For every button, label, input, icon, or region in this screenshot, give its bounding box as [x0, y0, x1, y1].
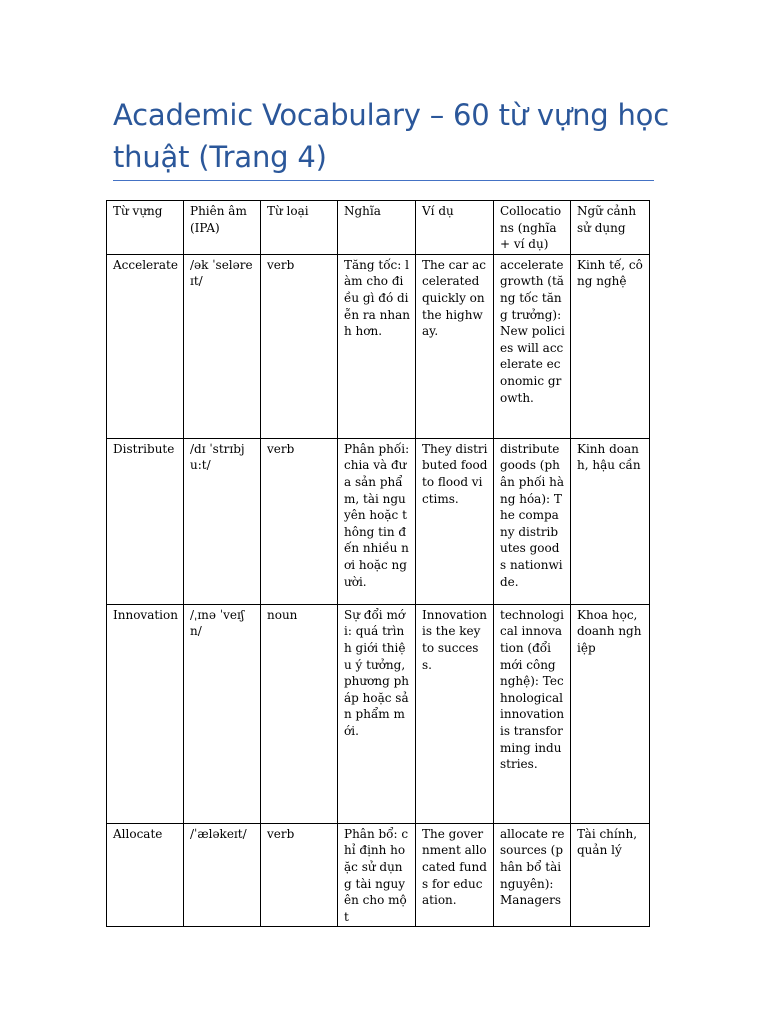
cell-context: Kinh doanh, hậu cần	[571, 438, 650, 604]
cell-collocation: technological innovation (đổi mới công nghệ): Technological innovation is transforming industries.	[494, 604, 571, 823]
cell-word: Distribute	[107, 438, 184, 604]
cell-word: Allocate	[107, 823, 184, 927]
cell-collocation: accelerate growth (tăng tốc tăng trưởng): New policies will accelerate economic growth.	[494, 254, 571, 438]
table-row	[107, 604, 650, 823]
cell-part-of-speech: noun	[261, 604, 338, 823]
cell-context: Khoa học, doanh nghiệp	[571, 604, 650, 823]
cell-example: The car accelerated quickly on the highway.	[416, 254, 494, 438]
table-row	[107, 823, 650, 927]
header-ipa: Phiên âm (IPA)	[184, 201, 261, 255]
cell-word: Innovation	[107, 604, 184, 823]
cell-example: They distributed food to flood victims.	[416, 438, 494, 604]
cell-part-of-speech: verb	[261, 438, 338, 604]
table-header-row	[107, 201, 650, 255]
cell-meaning: Tăng tốc: làm cho điều gì đó diễn ra nhanh hơn.	[338, 254, 416, 438]
cell-meaning: Phân phối: chia và đưa sản phẩm, tài nguyên hoặc thông tin đến nhiều nơi hoặc người.	[338, 438, 416, 604]
cell-word: Accelerate	[107, 254, 184, 438]
cell-example: Innovation is the key to success.	[416, 604, 494, 823]
header-collocations: Collocations (nghĩa + ví dụ)	[494, 201, 571, 255]
table-row	[107, 438, 650, 604]
cell-part-of-speech: verb	[261, 823, 338, 927]
title-underline	[113, 180, 654, 181]
cell-part-of-speech: verb	[261, 254, 338, 438]
cell-meaning: Sự đổi mới: quá trình giới thiệu ý tưởng, phương pháp hoặc sản phẩm mới.	[338, 604, 416, 823]
document-title: Academic Vocabulary – 60 từ vựng học thuật (Trang 4)	[113, 98, 669, 174]
cell-collocation: distribute goods (phân phối hàng hóa): The company distributes goods nationwide.	[494, 438, 571, 604]
cell-meaning: Phân bổ: chỉ định hoặc sử dụng tài nguyên cho một	[338, 823, 416, 927]
cell-ipa: /ˈæləkeɪt/	[184, 823, 261, 927]
cell-ipa: /ək ˈseləreɪt/	[184, 254, 261, 438]
header-word: Từ vựng	[107, 201, 184, 255]
cell-context: Tài chính, quản lý	[571, 823, 650, 927]
header-part-of-speech: Từ loại	[261, 201, 338, 255]
table-row	[107, 254, 650, 438]
cell-context: Kinh tế, công nghệ	[571, 254, 650, 438]
cell-ipa: /dɪ ˈstrɪbju:t/	[184, 438, 261, 604]
header-meaning: Nghĩa	[338, 201, 416, 255]
cell-example: The government allocated funds for education.	[416, 823, 494, 927]
header-context: Ngữ cảnh sử dụng	[571, 201, 650, 255]
cell-ipa: /ˌɪnə ˈveɪʃn/	[184, 604, 261, 823]
header-example: Ví dụ	[416, 201, 494, 255]
vocabulary-table	[106, 200, 650, 927]
cell-collocation: allocate resources (phân bổ tài nguyên): Managers	[494, 823, 571, 927]
